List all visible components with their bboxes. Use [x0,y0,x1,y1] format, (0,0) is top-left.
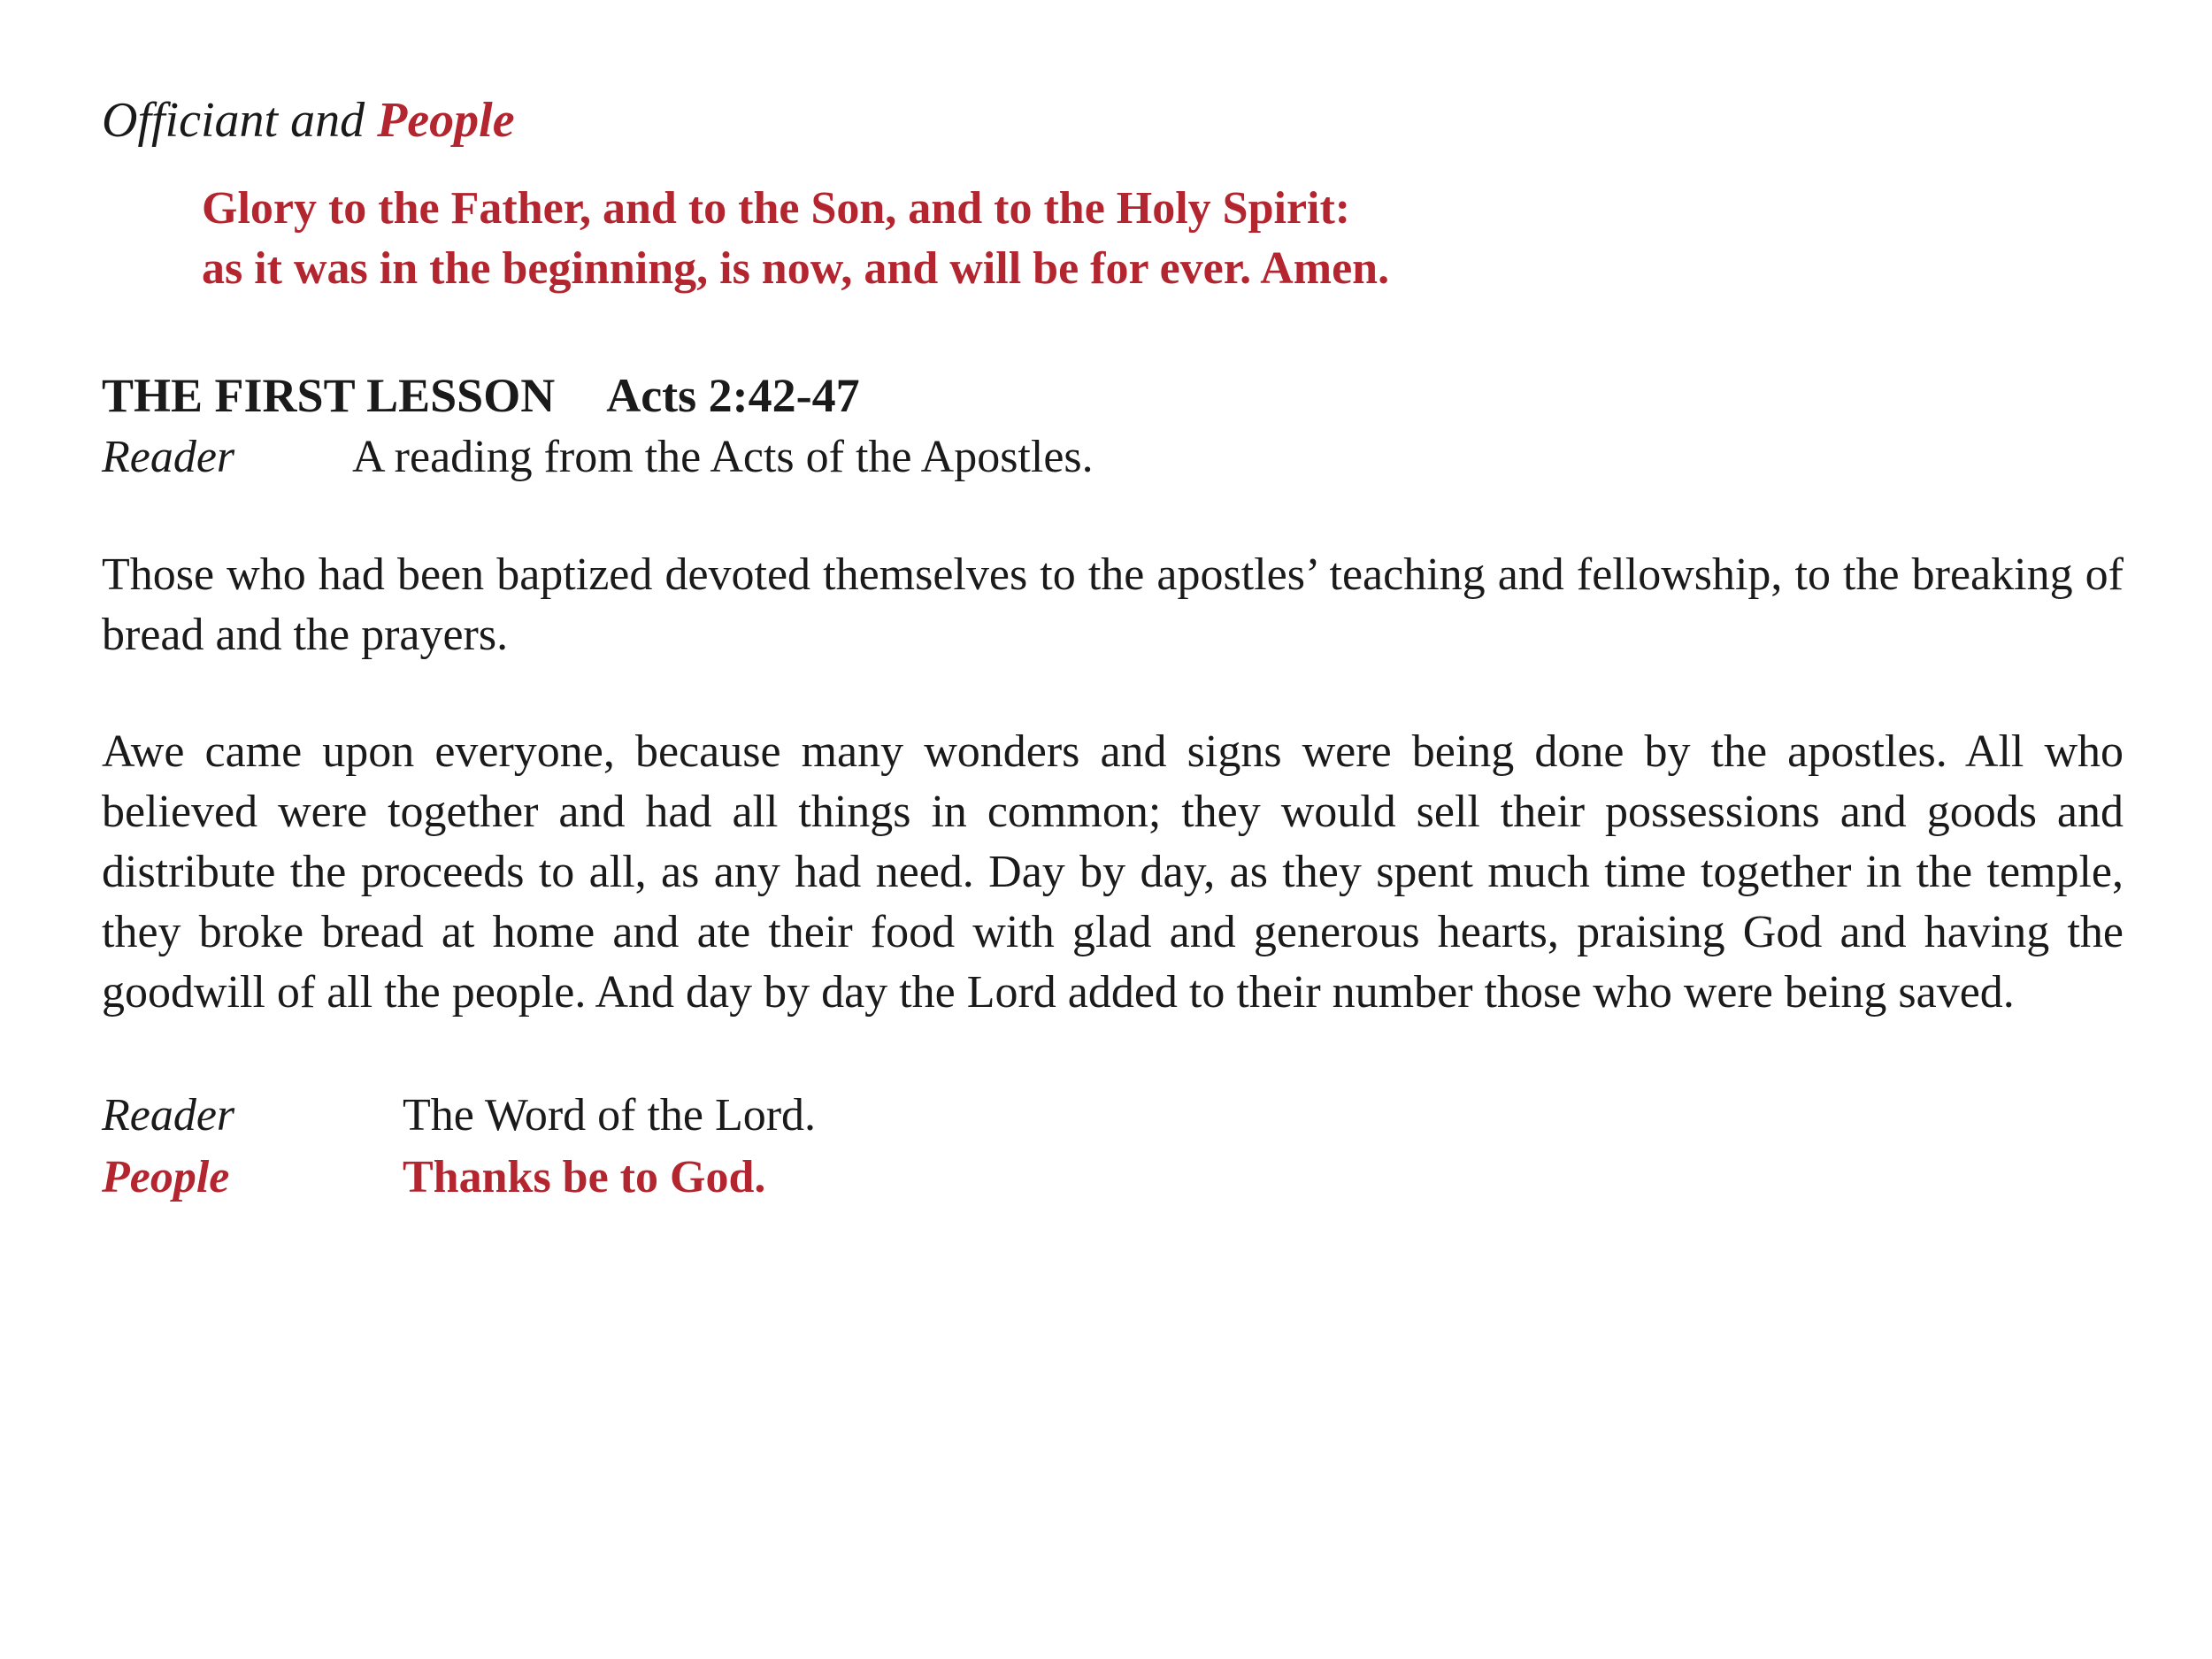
officiant-and-people-rubric [102,88,2124,152]
closing-reader-text: The Word of the Lord. [403,1090,817,1141]
gloria-line-1: Glory to the Father, and to the Son, and to the Holy Spirit: [202,183,1351,234]
lesson-reference: Acts 2:42-47 [606,369,860,422]
officiant-label: Officiant and [102,93,378,148]
gloria-line-2: as it was in the beginning, is now, and will be for ever. Amen. [202,243,1390,294]
lesson-title: THE FIRST LESSON [102,369,556,422]
reading-paragraph-2: Awe came upon everyone, because many wonders and signs were being done by the apostles. All who believed were together and had all things in common; they would sell their possessions and goods and distribute the proceeds to all, as any had need. Day by day, as they spent much time together in the temple, they broke bread at home and ate their food with glad and generous hearts, praising God and having the goodwill of all the people. And day by day the Lord added to their number those who were being saved. [102,726,2124,1018]
closing-responses [102,1085,2124,1209]
reading-paragraph-1: Those who had been baptized devoted themselves to the apostles’ teaching and fellowship, to the breaking of bread and the prayers. [102,549,2124,660]
reader-label: Reader [102,432,235,482]
lesson-heading [102,365,2124,426]
reader-announcement-text: A reading from the Acts of the Apostles. [352,432,1094,482]
people-label: People [377,93,515,148]
liturgy-page [102,88,2124,1209]
closing-reader-row [102,1085,2124,1147]
closing-people-row [102,1147,2124,1209]
closing-people-label: People [102,1152,230,1202]
reader-announcement [102,426,2124,488]
gloria-patri [202,179,2124,299]
closing-reader-label: Reader [102,1090,235,1141]
closing-people-text: Thanks be to God. [403,1152,766,1202]
